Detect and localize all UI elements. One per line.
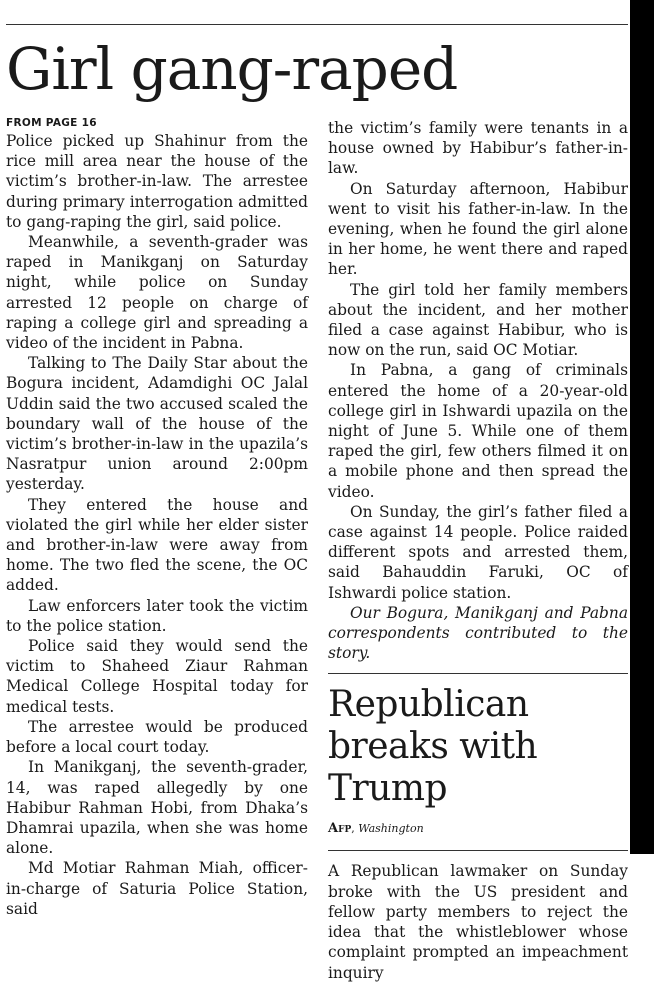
paragraph: the victim’s family were tenants in a house owned by Habibur’s father-in-law. <box>328 119 628 178</box>
paragraph: On Saturday afternoon, Habibur went to visit his father-in-law. In the evening, when he found the girl alone in her home, he went there and raped her. <box>328 179 628 279</box>
paragraph: On Sunday, the girl’s father filed a case against 14 people. Police raided different spots and arrested them, said Bahauddin Faruki, OC of Ishwardi police station. <box>328 502 628 602</box>
credit-line: Our Bogura, Manikganj and Pabna correspondents contributed to the story. <box>328 603 628 663</box>
paragraph: Police said they would send the victim to Shaheed Ziaur Rahman Medical College Hospital today for medical tests. <box>6 637 308 716</box>
byline-separator: , <box>351 822 359 836</box>
byline <box>328 822 628 836</box>
paragraph: In Pabna, a gang of criminals entered the home of a 20-year-old college girl in Ishwardi upazila on the night of June 5. While one of them raped the girl, few others filmed it on a mobile phone and then spread the video. <box>328 361 628 501</box>
headline: Girl gang-raped <box>6 35 458 103</box>
paragraph: Law enforcers later took the victim to the police station. <box>6 596 308 635</box>
left-column <box>6 116 308 919</box>
paragraph: In Manikganj, the seventh-grader, 14, was raped allegedly by one Habibur Rahman Hobi, from Dhaka’s Dhamrai upazila, when she was home alone. <box>6 758 308 858</box>
byline-agency: Afp <box>328 821 352 837</box>
paragraph: The arrestee would be produced before a local court today. <box>6 717 308 757</box>
paragraph: Talking to The Daily Star about the Bogura incident, Adamdighi OC Jalal Uddin said the two accused scaled the boundary wall of the house of the victim’s brother-in-law in the upazila’s Nasratpur union around 2:00pm yesterday. <box>6 354 308 494</box>
page-edge <box>630 0 654 854</box>
paragraph: They entered the house and violated the girl while her elder sister and brother-in-law were away from home. The two fled the scene, the OC added. <box>6 495 308 595</box>
second-body: A Republican lawmaker on Sunday broke with the US president and fellow party members to reject the idea that the whistleblower whose complaint prompted an impeachment inquiry <box>328 862 628 982</box>
section-divider <box>328 673 628 674</box>
right-column <box>328 118 628 983</box>
byline-rule <box>328 850 628 851</box>
paragraph: Md Motiar Rahman Miah, officer-in-charge of Saturia Police Station, said <box>6 859 308 918</box>
paragraph: The girl told her family members about the incident, and her mother filed a case against Habibur, who is now on the run, said OC Motiar. <box>328 280 628 360</box>
second-headline: Republican breaks with Trump <box>328 684 538 810</box>
byline-place: Washington <box>358 822 424 836</box>
kicker: FROM PAGE 16 <box>6 117 97 129</box>
top-rule <box>6 24 628 25</box>
paragraph: Meanwhile, a seventh-grader was raped in Manikganj on Saturday night, while police on Sunday arrested 12 people on charge of raping a college girl and spreading a video of the incident in Pabna. <box>6 233 308 353</box>
paragraph: Police picked up Shahinur from the rice mill area near the house of the victim’s brother-in-law. The arrestee during primary interrogation admitted to gang-raping the girl, said police. <box>6 132 308 231</box>
